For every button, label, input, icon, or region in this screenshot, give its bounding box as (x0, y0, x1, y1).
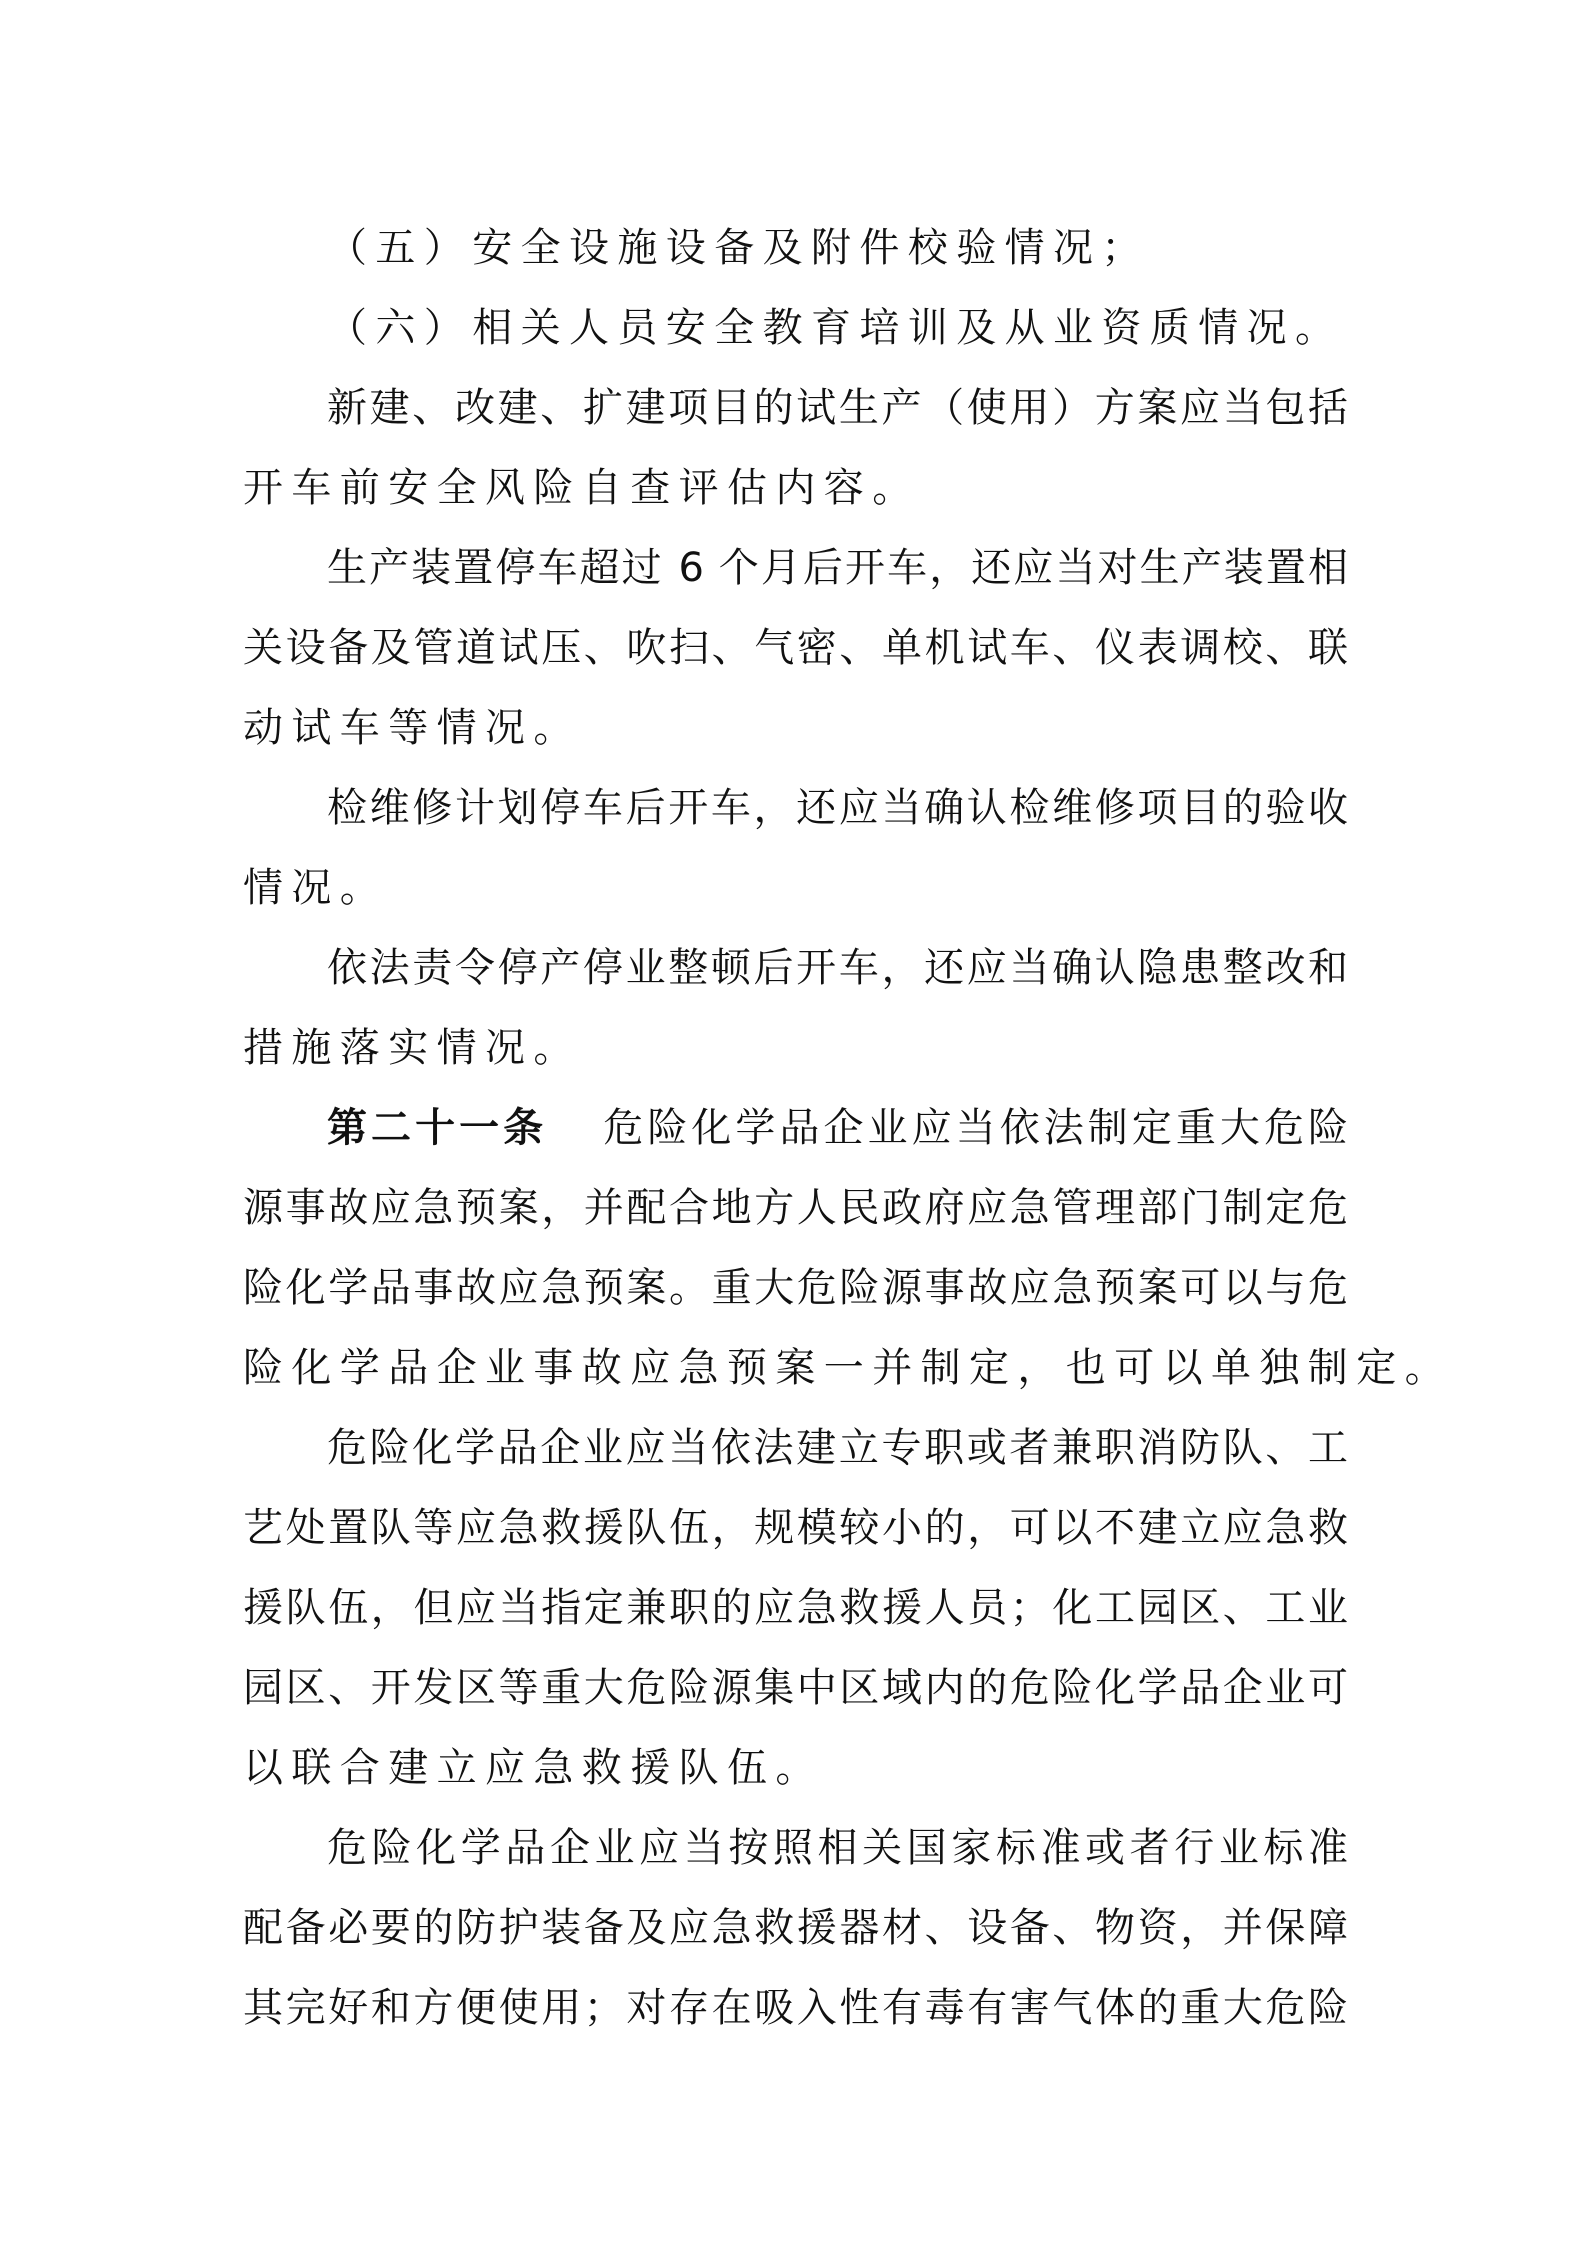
paragraph-line: 源事故应急预案，并配合地方人民政府应急管理部门制定危 (243, 1185, 1348, 1231)
paragraph-line: 险化学品事故应急预案。重大危险源事故应急预案可以与危 (243, 1265, 1348, 1311)
article-line (243, 1088, 1348, 1168)
paragraph-line: 情况。 (243, 865, 389, 911)
paragraph-line: 新建、改建、扩建项目的试生产（使用）方案应当包括 (327, 385, 1348, 431)
paragraph-line: （五）安全设施设备及附件校验情况； (327, 225, 1150, 271)
paragraph-line: 动试车等情况。 (243, 705, 582, 751)
paragraph-line: 其完好和方便使用；对存在吸入性有毒有害气体的重大危险 (243, 1985, 1348, 2031)
paragraph-line: 生产装置停车超过 6 个月后开车，还应当对生产装置相 (327, 545, 1348, 591)
paragraph-line: 配备必要的防护装备及应急救援器材、设备、物资，并保障 (243, 1905, 1348, 1951)
paragraph-line: 检维修计划停车后开车，还应当确认检维修项目的验收 (327, 785, 1348, 831)
paragraph-line: 园区、开发区等重大危险源集中区域内的危险化学品企业可 (243, 1665, 1348, 1711)
paragraph-line: 开车前安全风险自查评估内容。 (243, 465, 921, 511)
paragraph-line: 危险化学品企业应当依法建立专职或者兼职消防队、工 (327, 1425, 1348, 1471)
article-heading: 第二十一条 (327, 1105, 548, 1151)
paragraph-line: 以联合建立应急救援队伍。 (243, 1745, 824, 1791)
paragraph-line: 险化学品企业事故应急预案一并制定，也可以单独制定。 (243, 1345, 1453, 1391)
paragraph-line: （六）相关人员安全教育培训及从业资质情况。 (327, 305, 1344, 351)
paragraph-line: 措施落实情况。 (243, 1025, 582, 1071)
paragraph-line: 危险化学品企业应当按照相关国家标准或者行业标准 (327, 1825, 1348, 1871)
paragraph-line: 关设备及管道试压、吹扫、气密、单机试车、仪表调校、联 (243, 625, 1348, 671)
paragraph-line: 依法责令停产停业整顿后开车，还应当确认隐患整改和 (327, 945, 1348, 991)
paragraph-line: 艺处置队等应急救援队伍，规模较小的，可以不建立应急救 (243, 1505, 1348, 1551)
paragraph-line: 援队伍，但应当指定兼职的应急救援人员；化工园区、工业 (243, 1585, 1348, 1631)
body-text (243, 208, 1453, 2048)
article-text: 危险化学品企业应当依法制定重大危险 (599, 1105, 1349, 1151)
